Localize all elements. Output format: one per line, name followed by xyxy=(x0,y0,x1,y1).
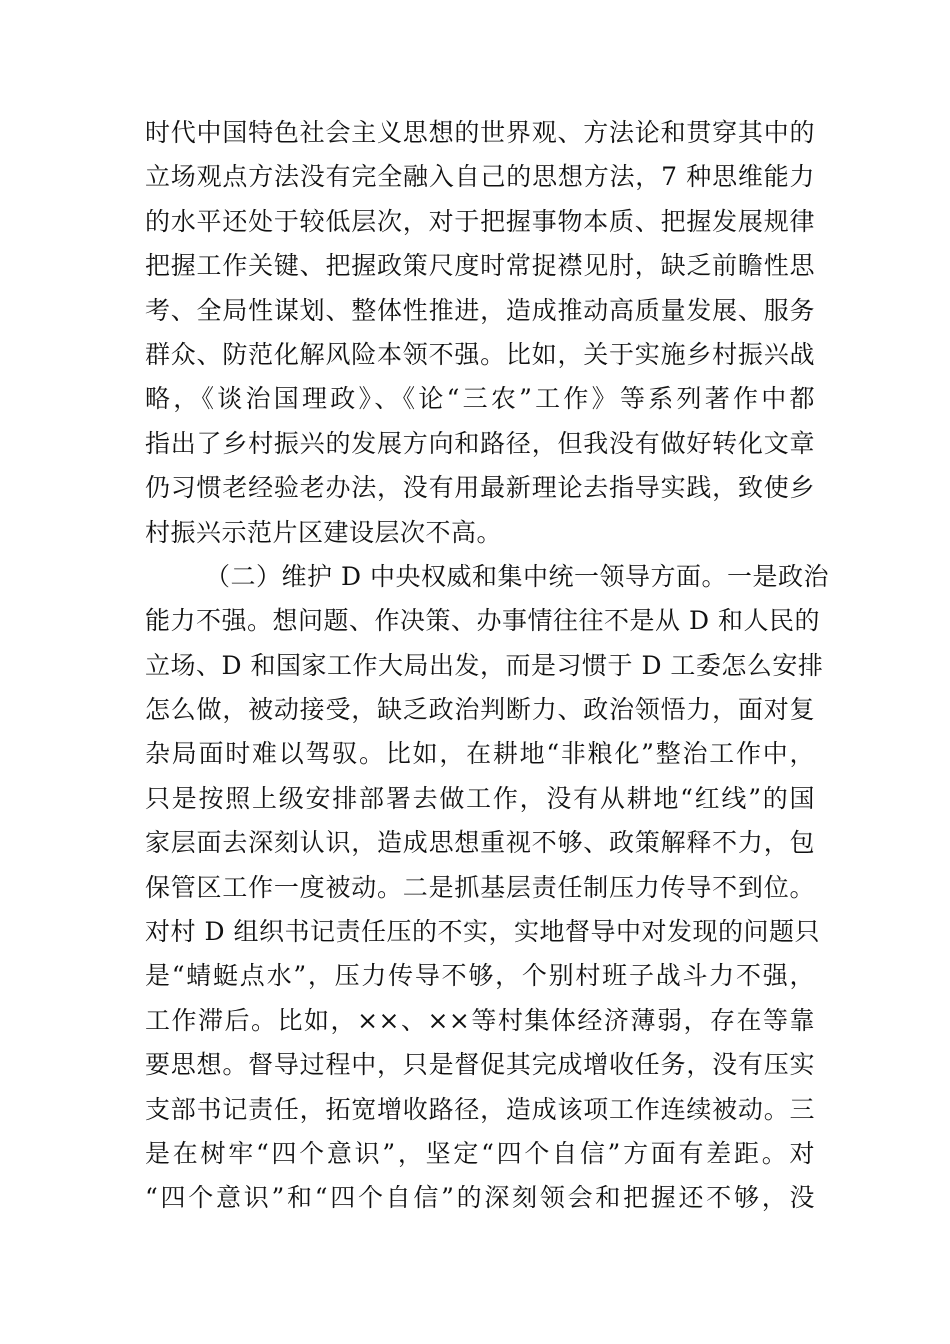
paragraph-line: 立场、D 和国家工作大局出发，而是习惯于 D 工委怎么安排 xyxy=(145,650,824,680)
paragraph-line: 是在树牢“四个意识”，坚定“四个自信”方面有差距。对 xyxy=(145,1138,815,1168)
paragraph-line: 要思想。督导过程中，只是督促其完成增收任务，没有压实 xyxy=(145,1050,815,1080)
paragraph-line: 是“蜻蜓点水”，压力传导不够，个别村班子战斗力不强， xyxy=(145,961,815,991)
section-heading-line: （二）维护 D 中央权威和集中统一领导方面。一是政治 xyxy=(205,561,829,591)
paragraph-line: 群众、防范化解风险本领不强。比如，关于实施乡村振兴战 xyxy=(145,339,815,369)
document-body xyxy=(145,111,829,1221)
paragraph-line: 把握工作关键、把握政策尺度时常捉襟见肘，缺乏前瞻性思 xyxy=(145,251,815,281)
paragraph-line: 杂局面时难以驾驭。比如，在耕地“非粮化”整治工作中， xyxy=(145,739,815,769)
paragraph-line: 保管区工作一度被动。二是抓基层责任制压力传导不到位。 xyxy=(145,872,815,902)
paragraph-line: 只是按照上级安排部署去做工作，没有从耕地“红线”的国 xyxy=(145,783,815,813)
paragraph-line: “四个意识”和“四个自信”的深刻领会和把握还不够，没 xyxy=(145,1183,815,1213)
paragraph-line: 工作滞后。比如，××、××等村集体经济薄弱，存在等靠 xyxy=(145,1005,815,1035)
paragraph-line: 村振兴示范片区建设层次不高。 xyxy=(145,517,503,547)
paragraph-line: 立场观点方法没有完全融入自己的思想方法，7 种思维能力 xyxy=(145,162,815,192)
paragraph-line: 考、全局性谋划、整体性推进，造成推动高质量发展、服务 xyxy=(145,295,815,325)
paragraph-line: 略，《谈治国理政》、《论“三农”工作》等系列著作中都 xyxy=(145,384,815,414)
paragraph-line: 支部书记责任，拓宽增收路径，造成该项工作连续被动。三 xyxy=(145,1094,815,1124)
paragraph-line: 仍习惯老经验老办法，没有用最新理论去指导实践，致使乡 xyxy=(145,473,815,503)
paragraph-line: 家层面去深刻认识，造成思想重视不够、政策解释不力，包 xyxy=(145,828,815,858)
paragraph-line: 对村 D 组织书记责任压的不实，实地督导中对发现的问题只 xyxy=(145,917,820,947)
paragraph-line: 指出了乡村振兴的发展方向和路径，但我没有做好转化文章 xyxy=(145,428,815,458)
paragraph-line: 时代中国特色社会主义思想的世界观、方法论和贯穿其中的 xyxy=(145,118,815,147)
paragraph-line: 能力不强。想问题、作决策、办事情往往不是从 D 和人民的 xyxy=(145,606,820,636)
paragraph-line: 的水平还处于较低层次，对于把握事物本质、把握发展规律 xyxy=(145,206,815,236)
paragraph-line: 怎么做，被动接受，缺乏政治判断力、政治领悟力，面对复 xyxy=(145,695,815,725)
